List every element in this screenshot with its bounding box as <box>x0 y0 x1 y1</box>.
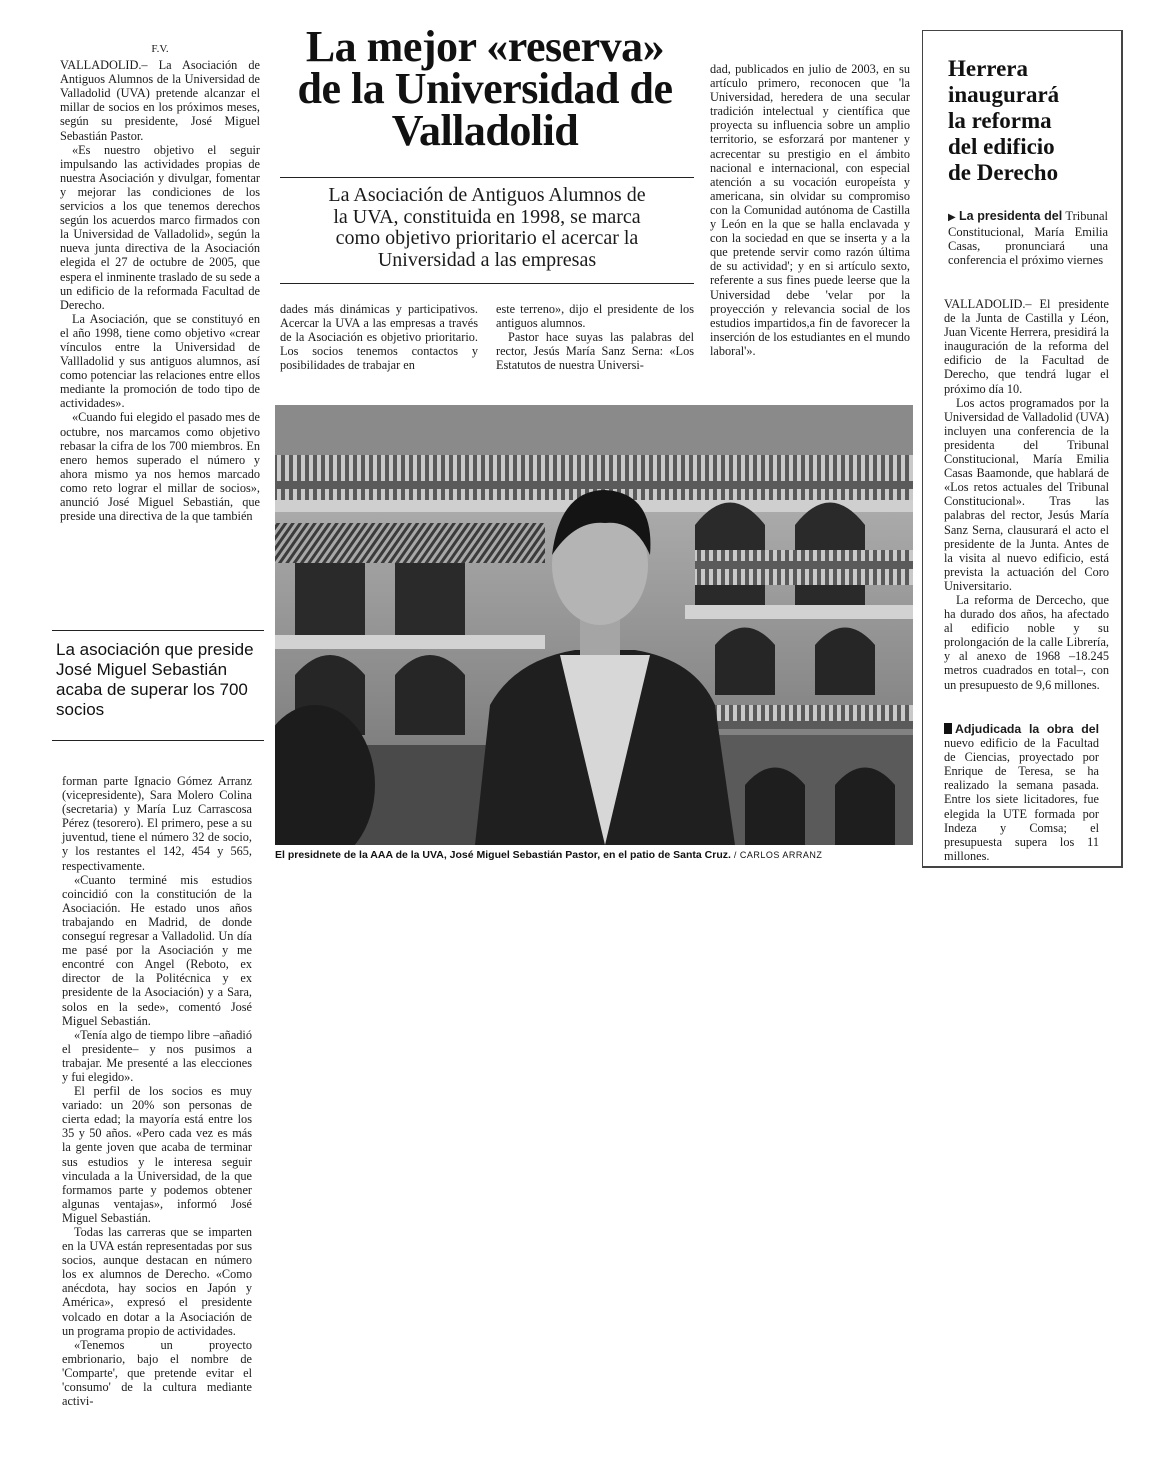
sidebar-lead-bold: La presidenta del <box>958 209 1063 223</box>
sidebar-headline-line: la reforma <box>948 108 1052 133</box>
left-column-bottom <box>62 774 252 1408</box>
sidebar-headline <box>948 56 1118 186</box>
headline-line: Valladolid <box>391 106 579 155</box>
paragraph: «Tenemos un proyecto embrionario, bajo el nombre de 'Comparte', que pretende evitar el 'consumo' de la cultura mediante activi- <box>62 1337 252 1409</box>
sidebar-body <box>944 297 1109 692</box>
photo-credit: / CARLOS ARRANZ <box>733 850 823 860</box>
headline-line: de la Universidad de <box>297 64 673 113</box>
middle-column-1 <box>280 302 478 372</box>
paragraph: Los actos programados por la Universidad de Valladolid (UVA) incluyen una conferencia de la presidenta del Tribunal Constitucional, María Emilia Casas Baamonde, que hablará de «Los retos actuales del Tribunal Constitucional». Tras las palabras del rector, Jesús María Sanz Serna, clausurará el acto el presidente de la Junta. Antes de la visita al nuevo edificio, está prevista la actuación del Coro Universitario. <box>944 395 1109 593</box>
subhead-line: La Asociación de Antiguos Alumnos de <box>328 184 646 206</box>
caption-text: El presidnete de la AAA de la UVA, José Miguel Sebastián Pastor, en el patio de Santa Cruz. <box>275 849 731 861</box>
paragraph: VALLADOLID.– La Asociación de Antiguos Alumnos de la Universidad de Valladolid (UVA) pretende alcanzar el millar de socios en los próximos meses, según su presidente, José Miguel Sebastián Pastor. <box>60 58 260 143</box>
paragraph: forman parte Ignacio Gómez Arranz (vicepresidente), Sara Molero Colina (secretaria) y María Luz Carrascosa Pérez (tesorero). El primero, pese a su juventud, tiene el número 32 de socio, y los restantes el 142, 454 y 565, respectivamente. <box>62 774 252 873</box>
news-photo <box>275 405 913 845</box>
sidebar-lead <box>948 209 1108 267</box>
paragraph: VALLADOLID.– El presidente de la Junta de Castilla y Léon, Juan Vicente Herrera, presidirá la inauguración de la reforma del edificio de la Facultad de Derecho, que tendrá lugar el próximo día 10. <box>944 297 1109 396</box>
byline: F.V. <box>151 43 169 55</box>
paragraph: «Es nuestro objetivo el seguir impulsando las actividades propias de nuestra Asociación y divulgar, fomentar y mejorar las condiciones de los servicios a los que tenemos derechos según los acuerdos marco firmados con la Universidad de Valladolid», según la nueva junta directiva de la Asociación elegida el 27 de octubre de 2005, que espera el inminente traslado de su sede a un edificio de la reformada Facultad de Derecho. <box>60 142 260 312</box>
paragraph: «Cuanto terminé mis estudios coincidió con la constitución de la Asociación. He estado unos años trabajando en Madrid, de donde conseguí regresar a Valladolid. Un día me pasé por la Asociación y me encontré con Angel (Reboto, ex director de la Politécnica y ex presidente de la Asociación) y a Sara, solos en la sede», comentó José Miguel Sebastián. <box>62 872 252 1028</box>
pull-quote: La asociación que preside José Miguel Sebastián acaba de superar los 700 socios <box>56 640 254 719</box>
headline-line: La mejor «reserva» <box>305 22 665 71</box>
left-column-top <box>60 42 260 523</box>
subhead <box>280 185 694 271</box>
pull-quote-rule-bottom <box>52 740 264 741</box>
triangle-bullet-icon: ▶ <box>948 212 956 223</box>
paragraph: «Tenía algo de tiempo libre –añadió el presidente– y nos pusimos a trabajar. Me presenté a las elecciones y fui elegido». <box>62 1027 252 1084</box>
sidebar-note-bold: Adjudicada la obra del <box>955 722 1099 736</box>
square-bullet-icon <box>944 723 952 734</box>
sidebar-headline-line: inaugurará <box>948 82 1060 107</box>
paragraph: Todas las carreras que se imparten en la UVA están representadas por sus socios, aunque destacan en número los ex alumnos de Derecho. «Como anécdota, hay socios en Japón y América», expresó el presidente volcado en dotar a la Asociación de un programa propio de actividades. <box>62 1225 252 1338</box>
paragraph: «Cuando fui elegido el pasado mes de octubre, nos marcamos como objetivo rebasar la cifra de los 700 miembros. En enero hemos superado el número y ahora mismo ya nos hemos marcado como reto lograr el millar de socios», anunció José Miguel Sebastián, que preside una directiva de la que también <box>60 410 260 524</box>
paragraph: dad, publicados en julio de 2003, en su artículo primero, reconocen que 'la Universidad, heredera de una secular tradición intelectual y científica que proyecta su influencia sobre un amplio territorio, se esforzará por mantener y acrecentar su prestigio en el ámbito nacional e internacional, con especial atención a su vocación europeísta y americana, sin olvidar su compromiso con la Comunidad autónoma de Castilla y León en la que se halla enclavada y con la sociedad en que se inserta y a la que pretende servir como razón última de su actividad'; y en si artículo sexto, referente a sus fines puede leerse que la Universidad debe 'velar por la proyección y relevancia social de los estudios impartidos,a fin de favorecer la inserción de los estudiantes en el mundo laboral'». <box>710 62 910 358</box>
photo-caption <box>275 849 925 861</box>
subhead-line: la UVA, constituida en 1998, se marca <box>333 205 641 228</box>
subhead-line: como objetivo prioritario el acercar la <box>335 227 639 249</box>
sidebar-headline-line: de Derecho <box>948 160 1059 185</box>
headline <box>270 22 700 155</box>
paragraph: Pastor hace suyas las palabras del rector, Jesús María Sanz Serna: «Los Estatutos de nuestra Universi- <box>496 330 694 373</box>
middle-column-2 <box>496 302 694 372</box>
paragraph: El perfil de los socios es muy variado: un 20% son personas de cierta edad; la mayoría está entre los 35 y 50 años. «Pero cada vez es más la gente joven que acaba de terminar sus estudios y le interesa seguir vinculada a la Universidad, de la que formamos parte y podemos obtener algunas ventajas», informó José Miguel Sebastián. <box>62 1084 252 1225</box>
paragraph <box>944 722 1099 863</box>
paragraph: dades más dinámicas y participativos. Acercar la UVA a las empresas a través de la Asociación es objetivo prioritario. Los socios tenemos contactos y posibilidades de trabajar en <box>280 302 478 373</box>
pull-quote-rule-top <box>52 630 264 631</box>
paragraph: La Asociación, que se constituyó en el año 1998, tiene como objetivo «crear vínculos entre la Universidad de Vallladolid y sus antiguos alumnos, así como potenciar las relaciones entre ellos mediante la promoción de todo tipo de actividades». <box>60 311 260 411</box>
sidebar-lead-text: Tribunal Constitucional, María Emilia Casas, pronunciará una conferencia el próximo viernes <box>948 209 1108 267</box>
sidebar-note-text: nuevo edificio de la Facultad de Ciencias, proyectado por Enrique de Teresa, se ha realizado la semana pasada. Entre los siete licitadores, fue elegida la UTE formada por Indeza y Comsa; el presupuesta supera los 11 millones. <box>944 736 1099 863</box>
sidebar-headline-line: Herrera <box>948 56 1029 81</box>
middle-column-3 <box>710 62 910 358</box>
paragraph: La reforma de Dercecho, que ha durado dos años, ha afectado al edificio noble y su prolongación de la calle Librería, y al anexo de 1968 –18.245 metros cuadrados en total–, con un presupuesto de 9,6 millones. <box>944 592 1109 692</box>
paragraph: este terreno», dijo el presidente de los antiguos alumnos. <box>496 302 694 331</box>
sidebar-note <box>944 722 1099 863</box>
cloister-photo <box>275 405 913 845</box>
subhead-rule-bottom <box>280 283 694 284</box>
subhead-rule-top <box>280 177 694 178</box>
subhead-line: Universidad a las empresas <box>377 248 597 271</box>
sidebar-headline-line: del edificio <box>948 134 1055 159</box>
